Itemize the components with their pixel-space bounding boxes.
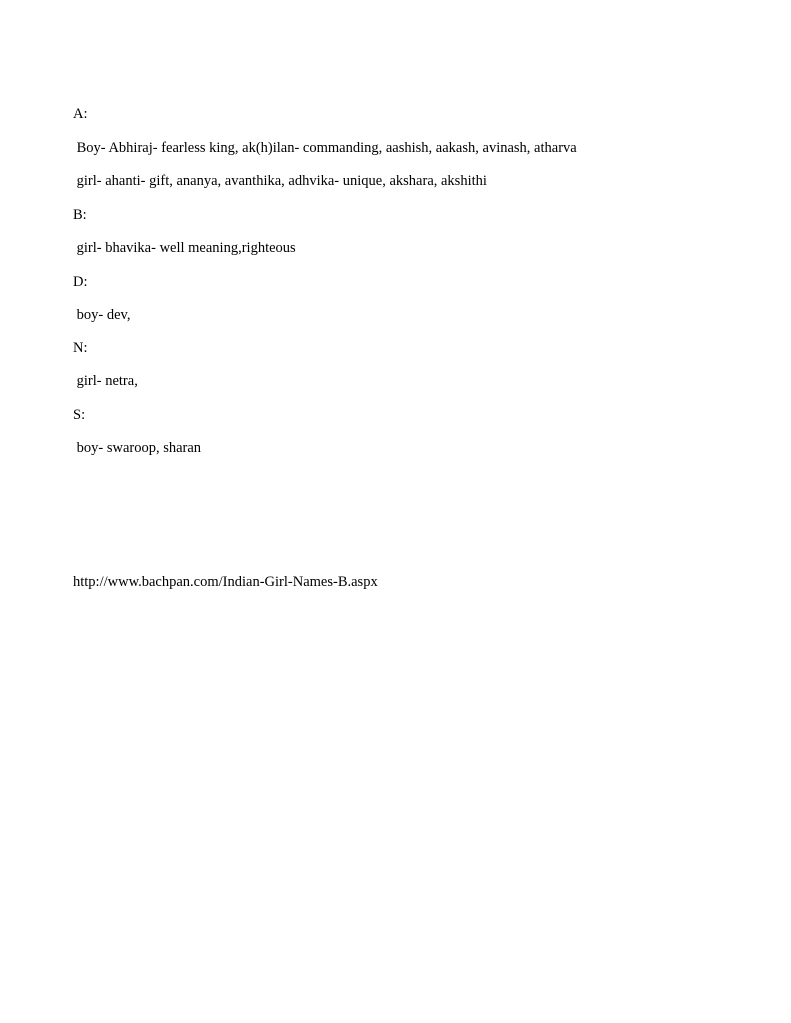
- source-link[interactable]: http://www.bachpan.com/Indian-Girl-Names-B.aspx: [73, 574, 378, 590]
- entry-a-boy: Boy- Abhiraj- fearless king, ak(h)ilan- commanding, aashish, aakash, avinash, atharva: [73, 140, 577, 156]
- section-heading-d: D:: [73, 274, 88, 290]
- entry-s-boy: boy- swaroop, sharan: [73, 440, 202, 456]
- entry-a-girl: girl- ahanti- gift, ananya, avanthika, adhvika- unique, akshara, akshithi: [73, 173, 487, 189]
- section-heading-b: B:: [73, 207, 87, 223]
- entry-d-boy: boy- dev,: [73, 307, 131, 323]
- section-heading-s: S:: [73, 407, 86, 423]
- section-heading-a: A:: [73, 106, 88, 122]
- entry-b-girl: girl- bhavika- well meaning,righteous: [73, 240, 296, 256]
- section-heading-n: N:: [73, 340, 88, 356]
- entry-n-girl: girl- netra,: [73, 373, 138, 389]
